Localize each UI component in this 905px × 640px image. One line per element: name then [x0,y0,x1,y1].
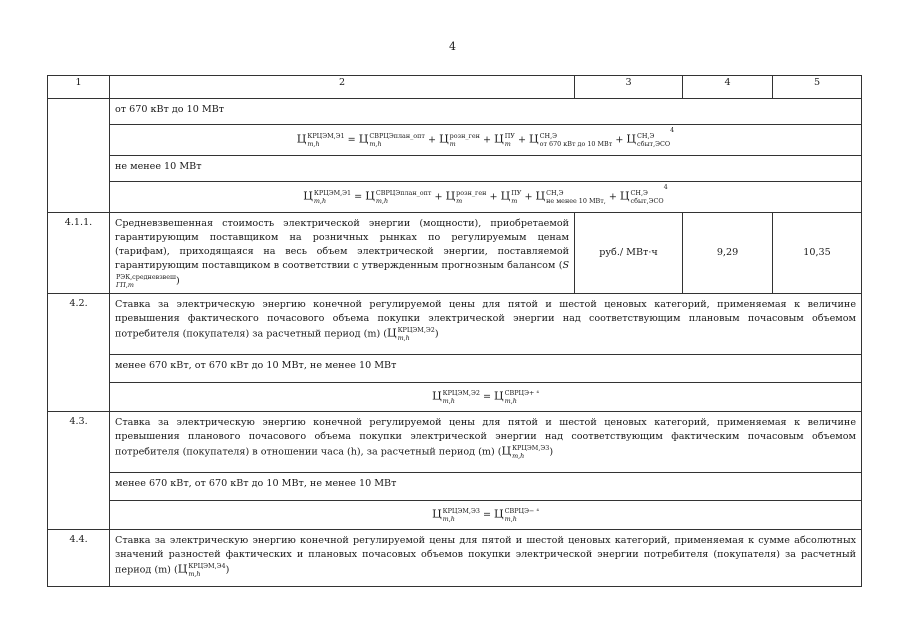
capacity-label: менее 670 кВт, от 670 кВт до 10 МВт, не менее 10 МВт [110,355,862,383]
table-row [48,473,862,501]
row-description: Ставка за электрическую энергию конечной регулируемой цены для пятой и шестой ценовых категорий, применяемая к величине превышения фактического почасового объема покупки электрической энергии над соответствующим плановым почасовым объемом потребителя (покупателя) за расчетный период (m) (Ц КРЦЭМ,Э2 m,h ) [110,294,862,355]
formula-e2: Ц КРЦЭМ,Э2 m,h = Ц СВРЦЭ+ ⁴ m,h [110,383,862,412]
table-row [48,383,862,412]
table-header-row [48,76,862,99]
capacity-label: менее 670 кВт, от 670 кВт до 10 МВт, не менее 10 МВт [110,473,862,501]
table-row [48,156,862,182]
table-row [48,182,862,213]
row-number: 4.3. [48,412,110,530]
row-number: 4.1.1. [48,213,110,294]
table-row [48,125,862,156]
row-number: 4.2. [48,294,110,412]
capacity-label: не менее 10 МВт [110,156,862,182]
table-row [48,412,862,473]
unit-cell: руб./ МВт·ч [575,213,683,294]
column-header-3: 3 [575,76,683,99]
table-row [48,355,862,383]
column-header-2: 2 [110,76,575,99]
formula-e3: Ц КРЦЭМ,Э3 m,h = Ц СВРЦЭ− ⁴ m,h [110,501,862,530]
row-description: Ставка за электрическую энергию конечной регулируемой цены для пятой и шестой ценовых категорий, применяемая к величине превышения планового почасового объема покупки электрической энергии над соответствующим фактическим почасовым объемом потребителя (покупателя) в отношении часа (h), за расчетный период (m) (Ц КРЦЭМ,Э3 m,h ) [110,412,862,473]
column-header-5: 5 [773,76,862,99]
formula-670kw-10mw: Ц КРЦЭМ,Э1 m,h = Ц СВРЦЭплан_опт m,h + Ц розн_ген m + Ц ПУ m + Ц СН,Э от 670 кВт до 10 МВт + Ц СН,Э сбыт,ЭСО $^4$ [110,125,862,156]
table-row [48,294,862,355]
table-row [48,530,862,587]
table-row [48,99,862,125]
row-description: Ставка за электрическую энергию конечной регулируемой цены для пятой и шестой ценовых категорий, применяемая к сумме абсолютных значений разностей фактических и плановых почасовых объемов покупки электрической энергии потребителя (покупателя) за расчетный период (m) (Ц КРЦЭМ,Э4 m,h ) [110,530,862,587]
table-row [48,501,862,530]
row-description: Средневзвешенная стоимость электрической энергии (мощности), приобретаемой гарантирующим поставщиком на розничных рынках по регулируемым ценам (тарифам), приходящаяся на весь объем электрической энергии, поставляемой гарантирующим поставщиком в соответствии с утвержденным прогнозным балансом (S РЭК,средневзвеш ГП,m ) [110,213,575,294]
column-header-4: 4 [683,76,773,99]
empty-num-cell [48,99,110,213]
capacity-label: от 670 кВт до 10 МВт [110,99,862,125]
row-number: 4.4. [48,530,110,587]
tariff-table [47,75,862,587]
value-col4: 9,29 [683,213,773,294]
formula-over-10mw: Ц КРЦЭМ,Э1 m,h = Ц СВРЦЭплан_опт m,h + Ц розн_ген m + Ц ПУ m + Ц СН,Э не менее 10 МВт, + Ц СН,Э сбыт,ЭСО $^4$ [110,182,862,213]
table-row [48,213,862,294]
column-header-1: 1 [48,76,110,99]
page-number: 4 [449,40,456,53]
value-col5: 10,35 [773,213,862,294]
